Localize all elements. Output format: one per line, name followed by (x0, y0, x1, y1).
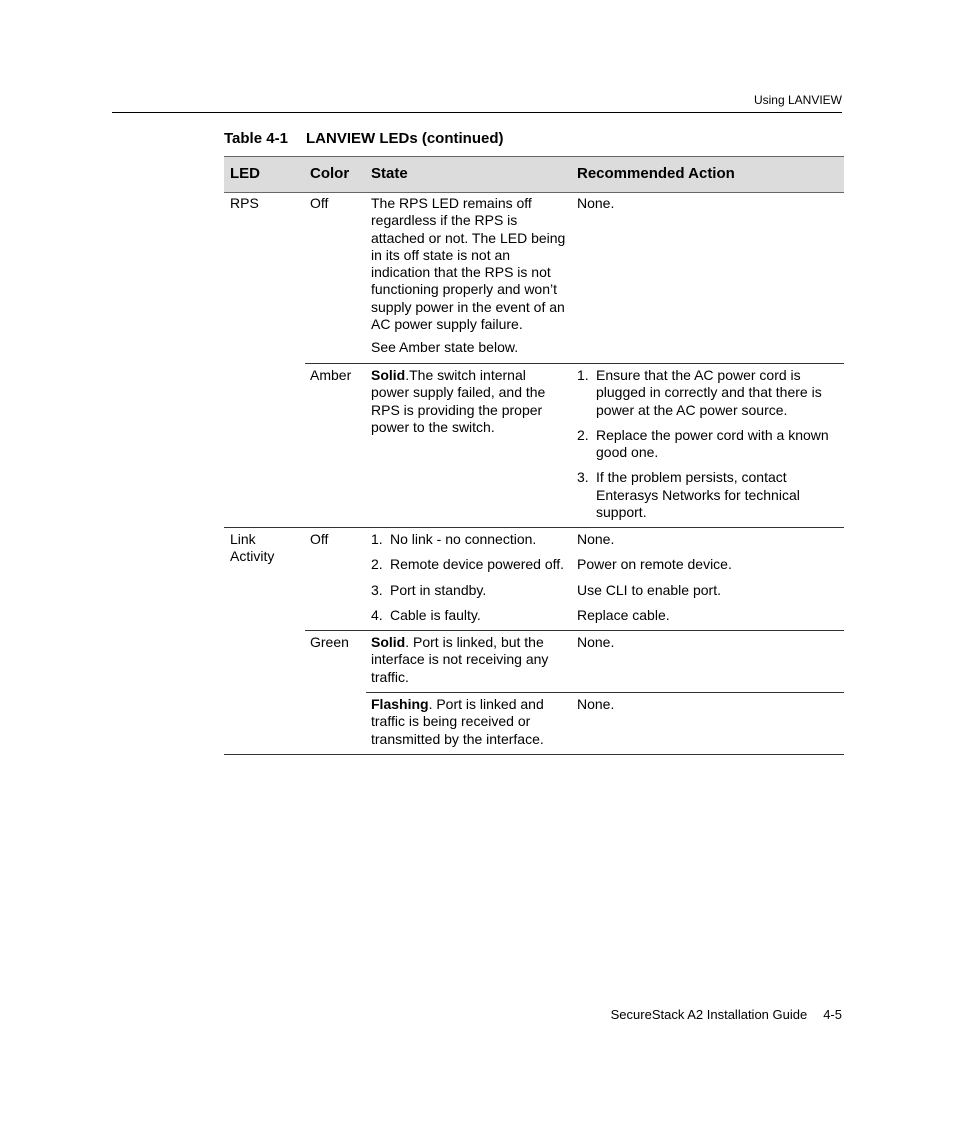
state-line: power supply failed, and the (371, 384, 546, 401)
list-number: 1. (371, 531, 383, 547)
state-line: . Port is linked and (428, 696, 544, 712)
state-line: traffic is being received or (371, 713, 531, 730)
action-line: Replace the power cord with a known (596, 426, 829, 443)
cell-state-list (371, 531, 576, 624)
state-text: Port in standby. (390, 581, 487, 598)
cell-color-amber: Amber (310, 367, 352, 383)
cell-led-rps: RPS (230, 195, 259, 211)
action-line: support. (596, 504, 647, 521)
state-line: . Port is linked, but the (405, 634, 544, 650)
action-line: Ensure that the AC power cord is (596, 367, 801, 383)
page-number: 4-5 (823, 1007, 842, 1022)
page-footer (112, 1007, 842, 1022)
action-text: Replace cable. (577, 606, 670, 623)
list-number: 3. (577, 469, 589, 486)
list-item (371, 556, 576, 573)
cell-action-list (577, 367, 842, 521)
state-text: Remote device powered off. (390, 556, 565, 573)
cell-action: None. (577, 195, 615, 211)
action-line: If the problem persists, contact (596, 469, 787, 486)
table-caption (224, 130, 504, 147)
action-line: power at the AC power source. (596, 401, 788, 418)
list-number: 4. (371, 606, 383, 623)
row-divider (305, 363, 844, 364)
state-line: attached or not. The LED being (371, 229, 566, 246)
led-line: Link (230, 531, 256, 547)
state-line: traffic. (371, 668, 409, 685)
state-emphasis: Solid (371, 634, 406, 650)
list-item (371, 582, 576, 599)
cell-action-list (577, 531, 732, 624)
list-number: 1. (577, 367, 589, 383)
row-divider (366, 692, 844, 693)
action-line: Enterasys Networks for technical (596, 486, 800, 503)
state-emphasis: Solid (371, 367, 406, 383)
action-line: plugged in correctly and that there is (596, 384, 822, 401)
table-number: Table 4-1 (224, 130, 288, 147)
list-item (371, 607, 576, 624)
list-number: 3. (371, 581, 383, 598)
action-text: Use CLI to enable port. (577, 581, 721, 598)
cell-led-link-activity (230, 531, 274, 566)
state-note: See Amber state below. (371, 339, 519, 356)
table-title: LANVIEW LEDs (continued) (306, 130, 504, 147)
cell-action: None. (577, 696, 615, 712)
state-line: regardless if the RPS is (371, 212, 518, 229)
table-bottom-rule (224, 754, 844, 755)
state-line: .The switch internal (405, 367, 526, 383)
running-head: Using LANVIEW (753, 93, 842, 107)
action-text: None. (577, 531, 615, 547)
state-line: in its off state is not an (371, 246, 511, 263)
state-line: AC power supply failure. (371, 316, 523, 333)
state-line: power to the switch. (371, 418, 495, 435)
list-item (371, 531, 576, 548)
cell-color-off: Off (310, 531, 329, 547)
list-item (577, 427, 842, 462)
state-line: transmitted by the interface. (371, 730, 544, 747)
guide-title: SecureStack A2 Installation Guide (610, 1007, 808, 1022)
cell-state (371, 696, 571, 748)
action-line: good one. (596, 444, 659, 461)
state-text: Cable is faulty. (390, 606, 481, 623)
state-line: The RPS LED remains off (371, 195, 532, 211)
list-number: 2. (371, 556, 383, 573)
cell-color-off: Off (310, 195, 329, 211)
col-header-state: State (371, 165, 408, 182)
table-header-row (224, 156, 844, 193)
list-item (577, 367, 842, 419)
state-line: functioning properly and won’t (371, 281, 558, 298)
cell-action: None. (577, 634, 615, 650)
col-header-led: LED (230, 165, 260, 182)
col-header-action: Recommended Action (577, 165, 735, 182)
cell-state (371, 195, 571, 357)
state-text: No link - no connection. (390, 531, 537, 547)
header-rule (112, 112, 842, 113)
list-item (577, 469, 842, 521)
cell-state (371, 634, 571, 686)
row-divider (305, 630, 844, 631)
led-table (224, 156, 844, 747)
state-emphasis: Flashing (371, 696, 429, 712)
action-text: Power on remote device. (577, 556, 732, 573)
row-divider (224, 527, 844, 528)
col-header-color: Color (310, 165, 350, 182)
led-line: Activity (230, 548, 275, 565)
state-line: interface is not receiving any (371, 651, 549, 668)
cell-state (371, 367, 571, 436)
cell-color-green: Green (310, 634, 349, 650)
state-line: indication that the RPS is not (371, 264, 551, 281)
state-line: supply power in the event of an (371, 298, 565, 315)
list-number: 2. (577, 426, 589, 443)
state-line: RPS is providing the proper (371, 401, 543, 418)
